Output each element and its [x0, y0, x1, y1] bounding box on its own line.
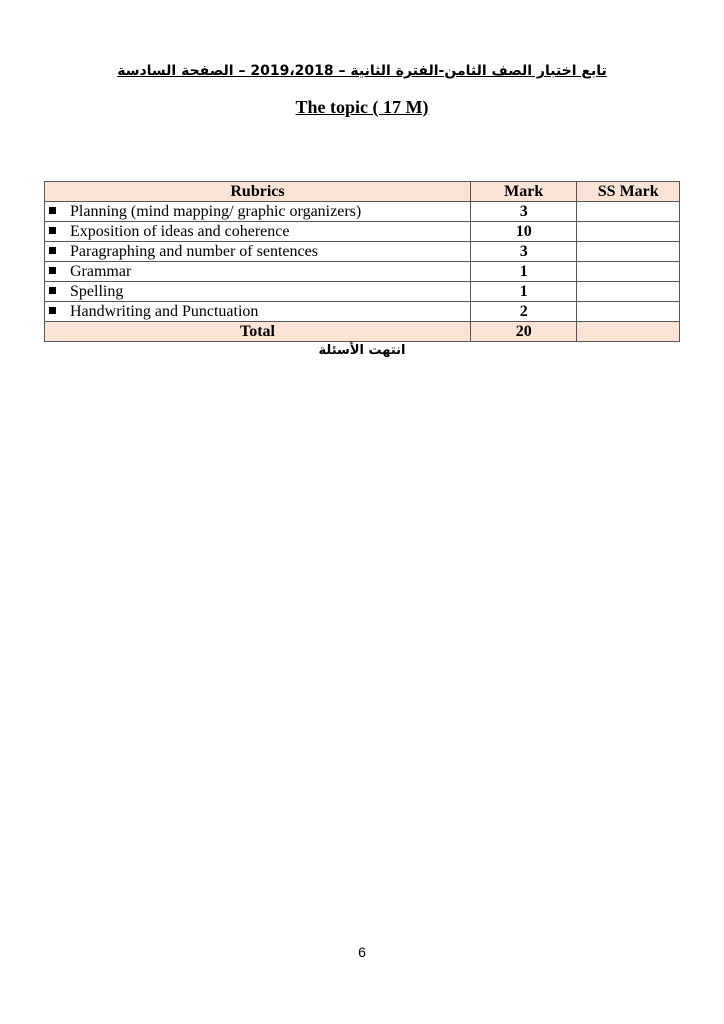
rubric-label: Exposition of ideas and coherence — [70, 223, 290, 240]
rubric-label: Planning (mind mapping/ graphic organizers) — [70, 203, 362, 220]
table-row — [45, 202, 680, 222]
page-number: 6 — [358, 944, 366, 960]
total-ss-mark[interactable] — [577, 322, 680, 342]
rubric-label: Paragraphing and number of sentences — [70, 243, 318, 260]
square-bullet-icon — [49, 287, 56, 294]
mark-cell: 1 — [471, 282, 577, 302]
rubric-cell — [45, 282, 471, 302]
mark-cell: 3 — [471, 242, 577, 262]
rubrics-table — [44, 181, 680, 342]
header-mark: Mark — [471, 182, 577, 202]
ss-mark-cell[interactable] — [577, 282, 680, 302]
table-row — [45, 242, 680, 262]
rubric-cell — [45, 202, 471, 222]
rubric-cell — [45, 262, 471, 282]
square-bullet-icon — [49, 267, 56, 274]
rubric-cell — [45, 242, 471, 262]
table-row — [45, 262, 680, 282]
table-row — [45, 302, 680, 322]
mark-cell: 10 — [471, 222, 577, 242]
total-row — [45, 322, 680, 342]
total-label: Total — [45, 322, 471, 342]
topic-title: The topic ( 17 M) — [295, 97, 429, 117]
ss-mark-cell[interactable] — [577, 242, 680, 262]
table-row — [45, 222, 680, 242]
mark-cell: 2 — [471, 302, 577, 322]
mark-cell: 1 — [471, 262, 577, 282]
table-row — [45, 282, 680, 302]
rubric-label: Spelling — [70, 283, 124, 300]
rubric-cell — [45, 302, 471, 322]
ss-mark-cell[interactable] — [577, 222, 680, 242]
ss-mark-cell[interactable] — [577, 302, 680, 322]
exam-header-text: تابع اختبار الصف الثامن-الفترة الثانية – 2019،2018 – الصفحة السادسة — [117, 63, 607, 79]
rubric-label: Grammar — [70, 263, 132, 280]
rubric-label: Handwriting and Punctuation — [70, 303, 259, 320]
square-bullet-icon — [49, 307, 56, 314]
exam-header — [0, 62, 724, 80]
header-rubrics: Rubrics — [45, 182, 471, 202]
mark-cell: 3 — [471, 202, 577, 222]
total-mark: 20 — [471, 322, 577, 342]
rubric-cell — [45, 222, 471, 242]
ss-mark-cell[interactable] — [577, 262, 680, 282]
end-of-questions-note: انتهت الأسئلة — [318, 343, 406, 358]
header-ss-mark: SS Mark — [577, 182, 680, 202]
square-bullet-icon — [49, 227, 56, 234]
square-bullet-icon — [49, 207, 56, 214]
square-bullet-icon — [49, 247, 56, 254]
ss-mark-cell[interactable] — [577, 202, 680, 222]
table-header-row — [45, 182, 680, 202]
